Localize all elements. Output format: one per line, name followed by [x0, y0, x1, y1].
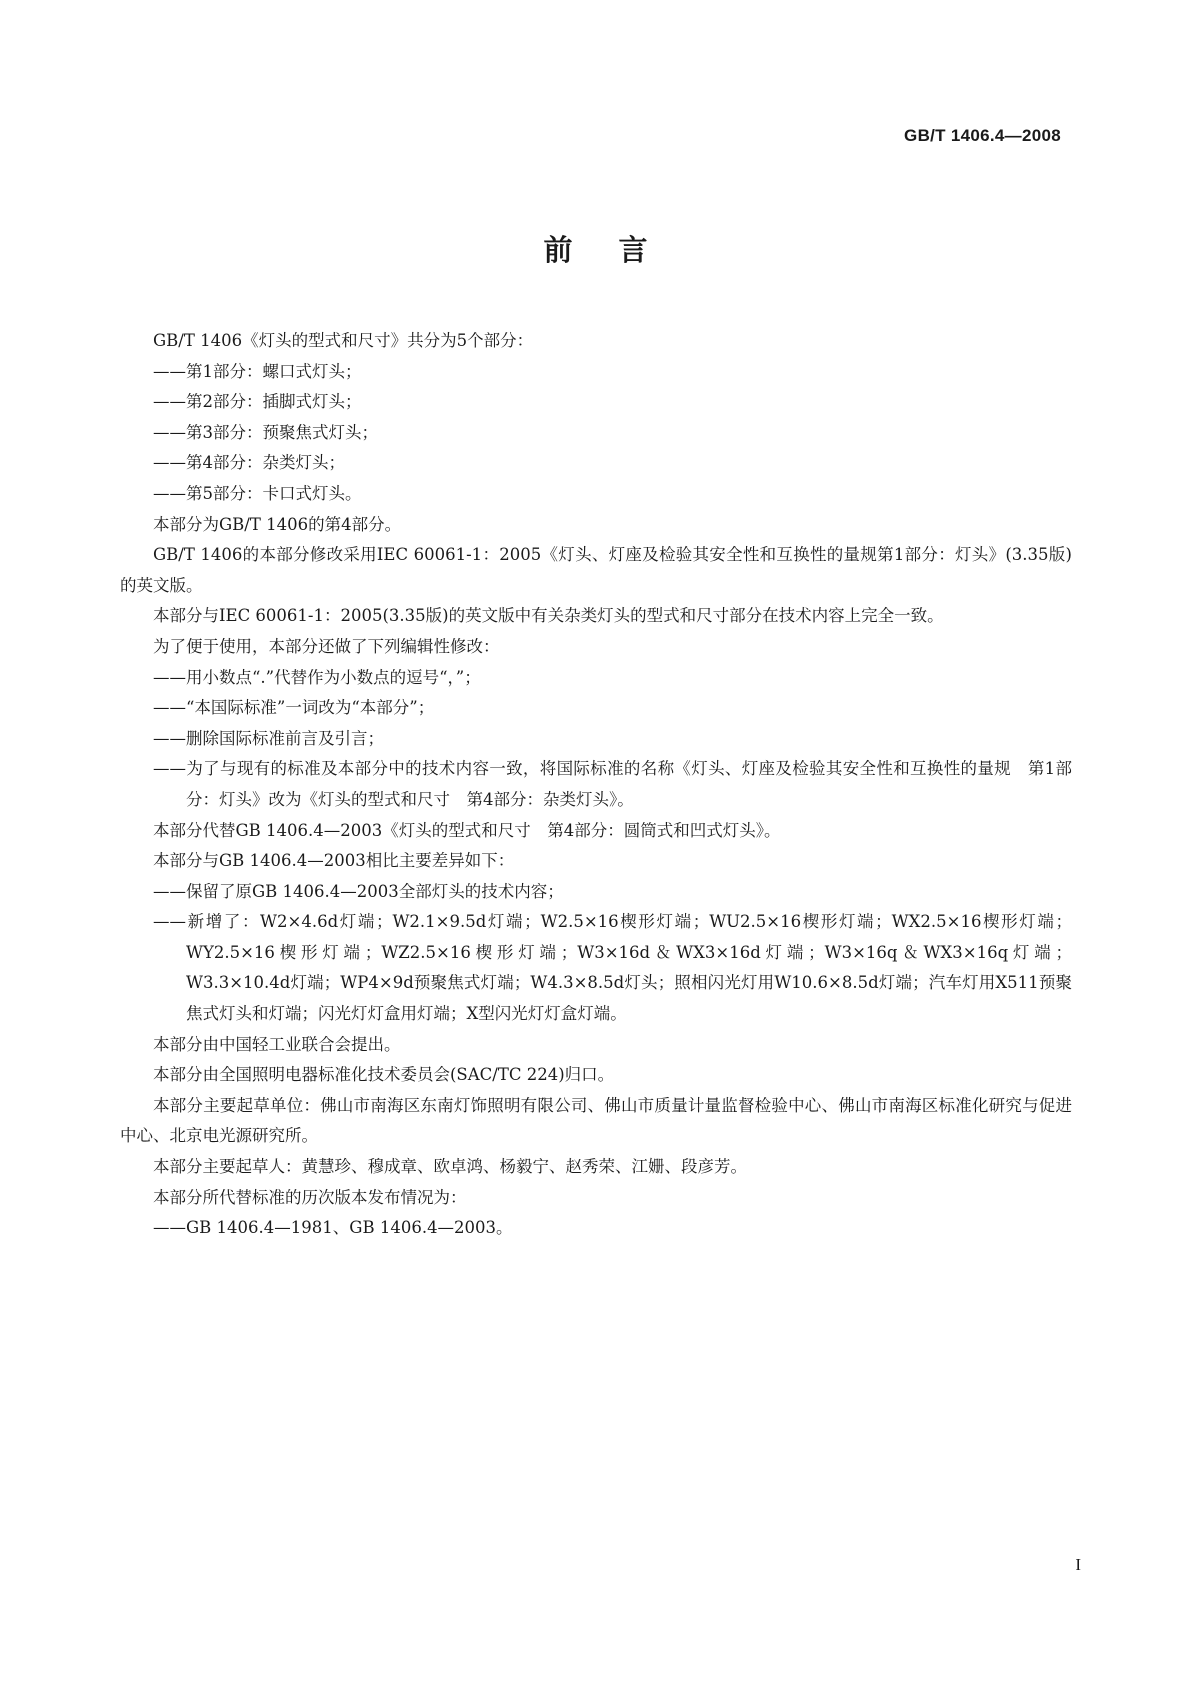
- list-item: ——GB 1406.4—1981、GB 1406.4—2003。: [153, 1218, 513, 1238]
- page-number: I: [1075, 1555, 1081, 1574]
- list-item: ——第2部分：插脚式灯头；: [153, 392, 362, 412]
- paragraph: 本部分由全国照明电器标准化技术委员会(SAC/TC 224)归口。: [153, 1065, 615, 1085]
- paragraph: 本部分由中国轻工业联合会提出。: [153, 1034, 401, 1054]
- list-item: ——为了与现有的标准及本部分中的技术内容一致，将国际标准的名称《灯头、灯座及检验其安全性和互换性的量规 第1部分：灯头》改为《灯头的型式和尺寸 第4部分：杂类灯头》。: [153, 759, 1072, 809]
- paragraph: GB/T 1406的本部分修改采用IEC 60061-1：2005《灯头、灯座及检验其安全性和互换性的量规第1部分：灯头》(3.35版)的英文版。: [120, 545, 1072, 595]
- foreword-body: [120, 326, 1072, 1244]
- list-item: ——删除国际标准前言及引言；: [153, 728, 384, 748]
- paragraph: 本部分主要起草单位：佛山市南海区东南灯饰照明有限公司、佛山市质量计量监督检验中心、佛山市南海区标准化研究与促进中心、北京电光源研究所。: [120, 1095, 1072, 1146]
- paragraph: 本部分所代替标准的历次版本发布情况为：: [153, 1187, 467, 1207]
- standard-code: GB/T 1406.4—2008: [904, 126, 1061, 145]
- paragraph: GB/T 1406《灯头的型式和尺寸》共分为5个部分：: [153, 331, 534, 350]
- paragraph: 本部分与GB 1406.4—2003相比主要差异如下：: [153, 851, 515, 871]
- paragraph: 本部分代替GB 1406.4—2003《灯头的型式和尺寸 第4部分：圆筒式和凹式灯头》。: [153, 820, 781, 840]
- page-title: 前言: [543, 233, 694, 267]
- paragraph: 本部分为GB/T 1406的第4部分。: [153, 514, 402, 534]
- list-item: ——用小数点“.”代替作为小数点的逗号“，”；: [153, 667, 481, 687]
- list-item: ——第1部分：螺口式灯头；: [153, 361, 362, 381]
- list-item: ——保留了原GB 1406.4—2003全部灯头的技术内容；: [153, 881, 564, 901]
- paragraph: 为了便于使用，本部分还做了下列编辑性修改：: [153, 636, 500, 656]
- list-item: ——“本国际标准”一词改为“本部分”；: [153, 698, 435, 718]
- paragraph: 本部分与IEC 60061-1：2005(3.35版)的英文版中有关杂类灯头的型式和尺寸部分在技术内容上完全一致。: [153, 606, 944, 626]
- paragraph: 本部分主要起草人：黄慧珍、穆成章、欧卓鸿、杨毅宁、赵秀荣、江姗、段彦芳。: [153, 1157, 747, 1177]
- list-item: ——第5部分：卡口式灯头。: [153, 483, 362, 503]
- list-item: ——新增了：W2×4.6d灯端；W2.1×9.5d灯端；W2.5×16楔形灯端；WU2.5×16楔形灯端；WX2.5×16楔形灯端；WY2.5×16楔形灯端；WZ2.5×16楔形灯端；W3×16d＆WX3×16d灯端；W3×16q＆WX3×16q灯端；W3.3×10.4d灯端；WP4×9d预聚焦式灯端；W4.3×8.5d灯头；照相闪光灯用W10.6×8.5d灯端；汽车灯用X511预聚焦式灯头和灯端；闪光灯灯盒用灯端；X型闪光灯灯盒灯端。: [153, 912, 1072, 1024]
- list-item: ——第3部分：预聚焦式灯头；: [153, 422, 378, 442]
- list-item: ——第4部分：杂类灯头；: [153, 453, 345, 473]
